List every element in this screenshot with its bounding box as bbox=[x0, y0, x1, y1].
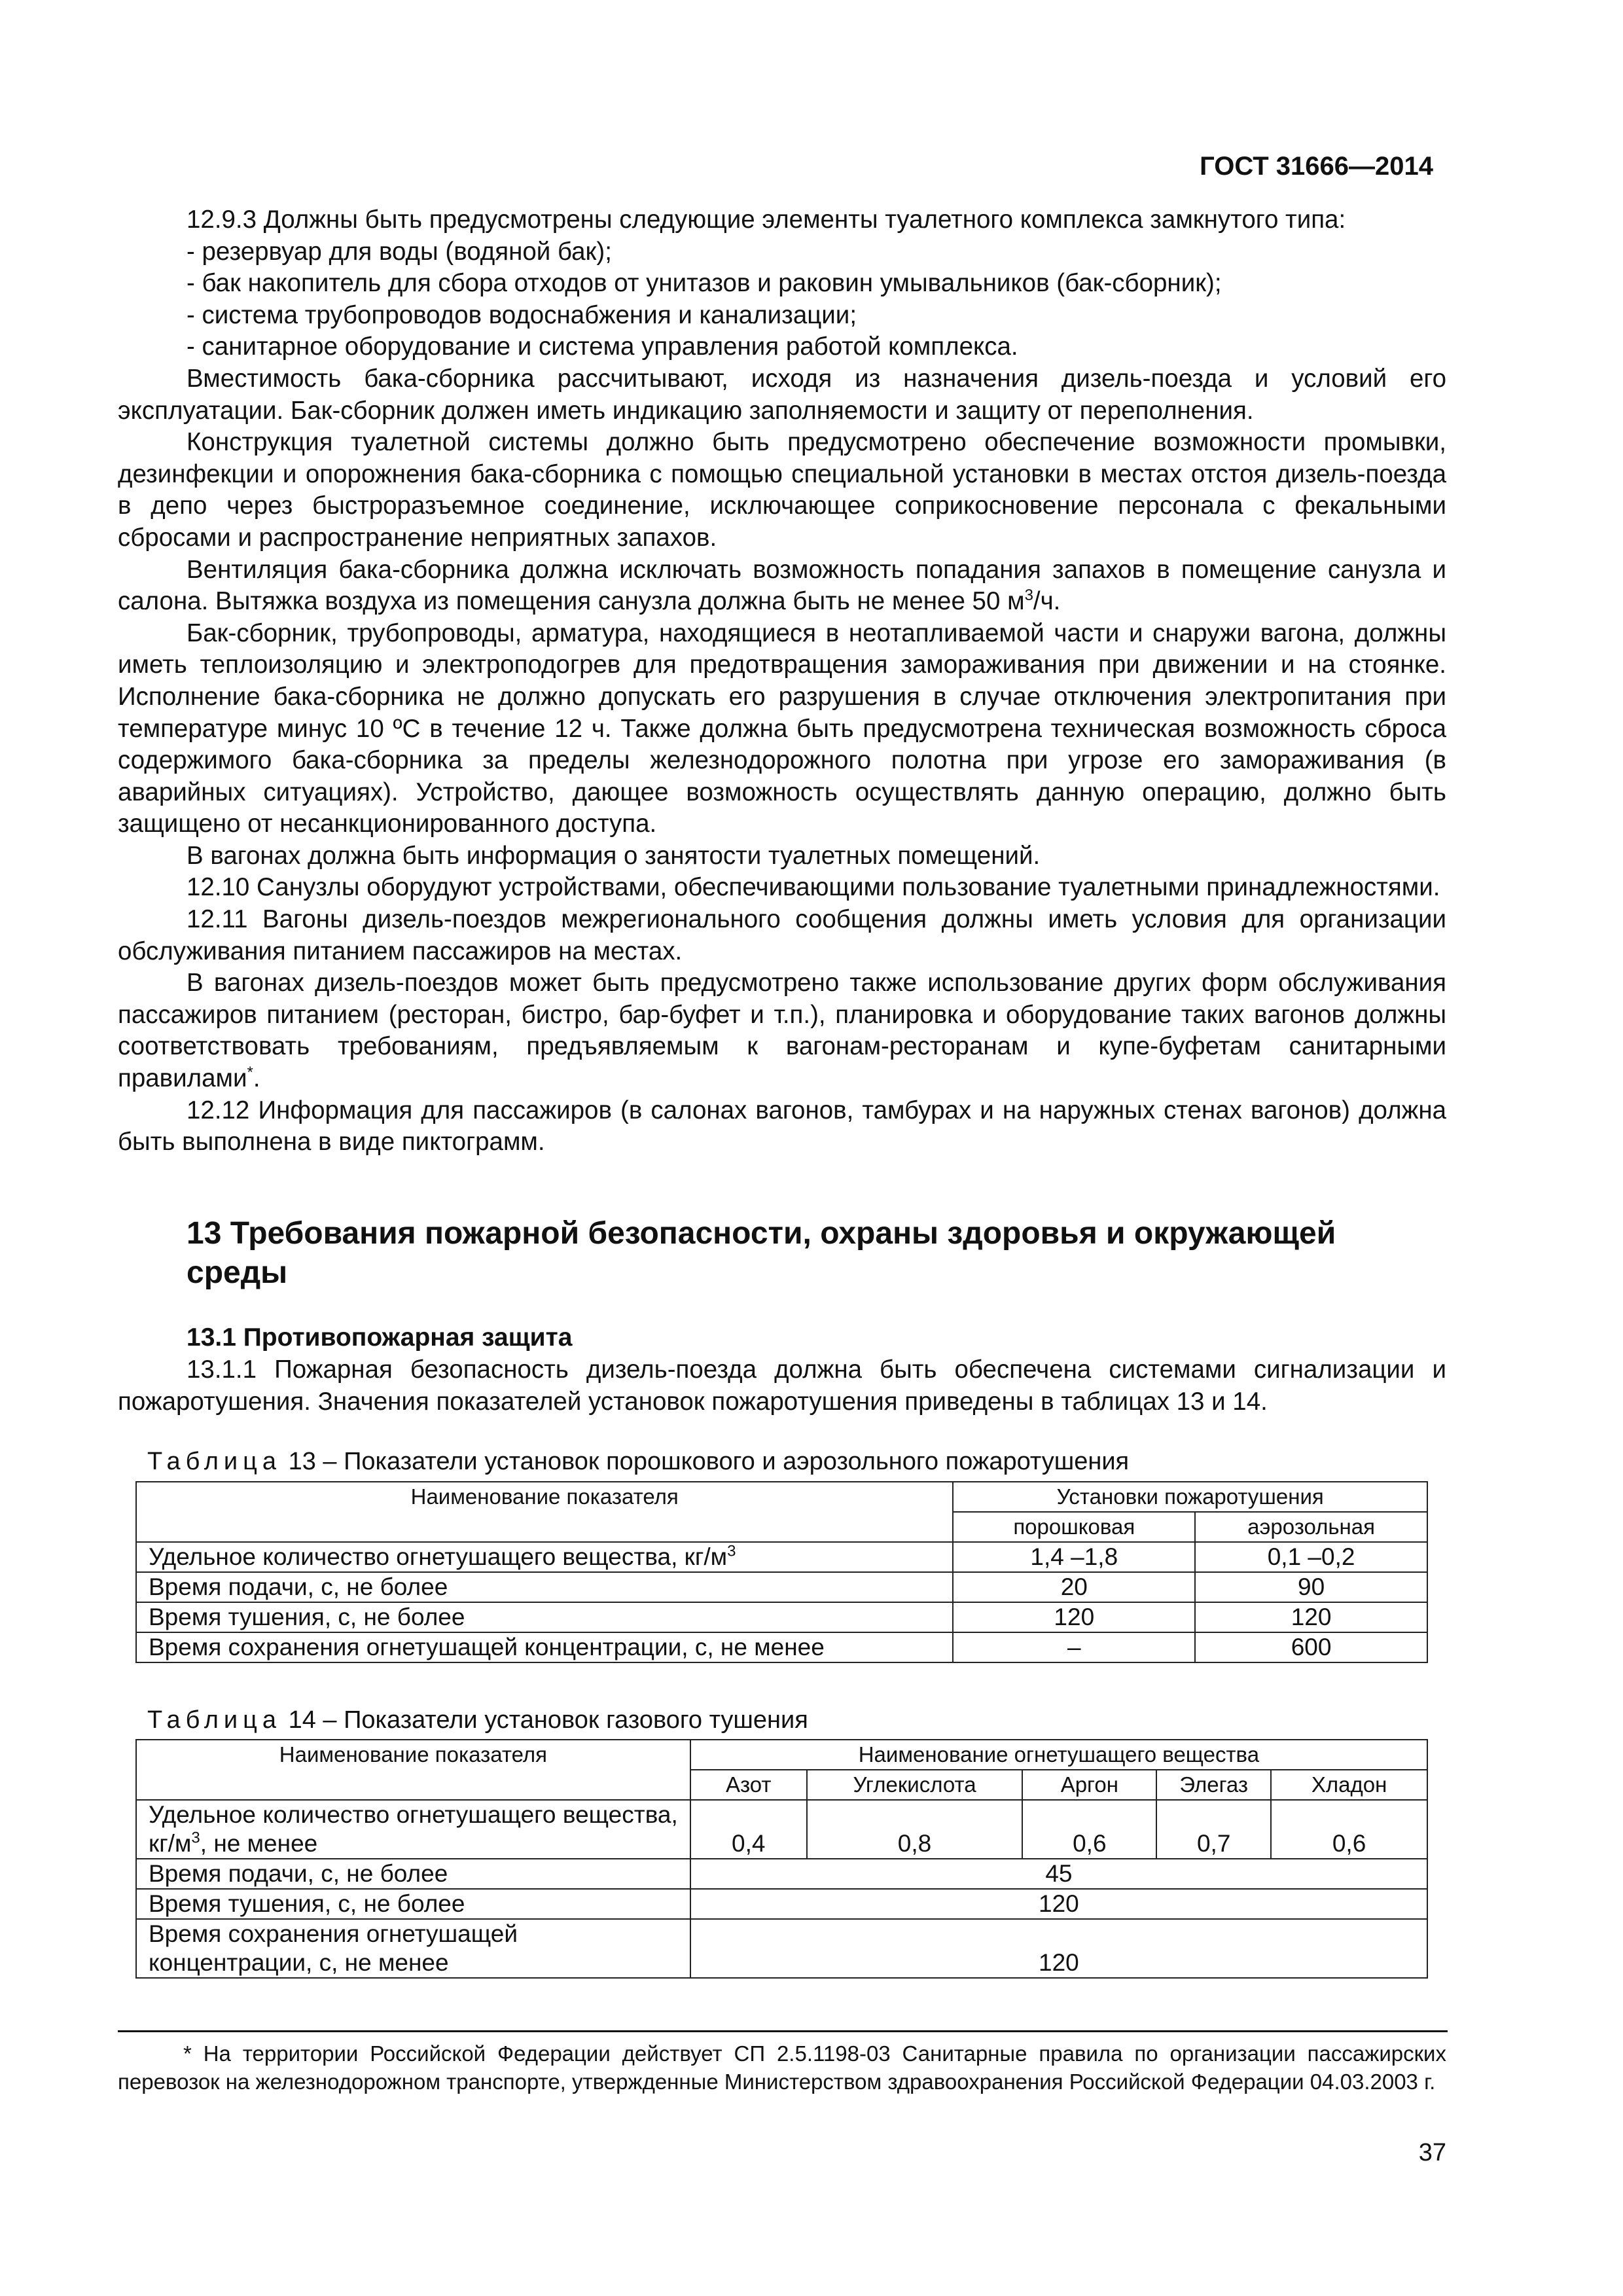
header-co2: Углекислота bbox=[807, 1770, 1023, 1800]
list-item: - резервуар для воды (водяной бак); bbox=[187, 237, 612, 266]
paragraph-ventilation bbox=[118, 554, 1446, 618]
paragraph: Бак-сборник, трубопроводы, арматура, находящиеся в неотапливаемой части и снаружи вагона, должны иметь теплоизоляцию и электроподогрев для предотвращения замораживания при движении и на стоянке. Исполнение бака-сборника не должно допускать его разрушения в случае отключения электропитания при температуре минус 10 ºC в течение 12 ч. Также должна быть предусмотрена техническая возможность сброса содержимого бака-сборника за пределы железнодорожного полотна при угрозе его замораживания (в аварийных ситуациях). Устройство, дающее возможность осуществлять данную операцию, должно быть защищено от несанкционированного доступа. bbox=[118, 619, 1446, 838]
cell-powder: – bbox=[953, 1632, 1195, 1662]
row-name: Время тушения, с, не более bbox=[136, 1602, 953, 1632]
header-nitrogen: Азот bbox=[690, 1770, 807, 1800]
table-row bbox=[136, 1859, 1427, 1889]
table-row bbox=[136, 1919, 1427, 1978]
paragraph-12-11: 12.11 Вагоны дизель-поездов межрегионального сообщения должны иметь условия для организации обслуживания питанием пассажиров на местах. bbox=[118, 905, 1446, 965]
table-row bbox=[136, 1889, 1427, 1919]
caption-word: Таблица bbox=[147, 1706, 281, 1734]
header-name: Наименование показателя bbox=[136, 1740, 690, 1800]
table13-caption bbox=[147, 1448, 1129, 1476]
row-name-text: Удельное количество огнетушащего вещества, кг/м bbox=[149, 1801, 678, 1857]
table14-caption bbox=[147, 1706, 808, 1734]
paragraph-12-9-3: 12.9.3 Должны быть предусмотрены следующие элементы туалетного комплекса замкнутого типа: bbox=[187, 206, 1346, 234]
row-name-tail: , не менее bbox=[200, 1830, 318, 1857]
paragraph-13-1-1: 13.1.1 Пожарная безопасность дизель-поезда должна быть обеспечена системами сигнализации и пожаротушения. Значения показателей установок пожаротушения приведены в таблицах 13 и 14. bbox=[118, 1355, 1446, 1416]
header-aerosol: аэрозольная bbox=[1195, 1512, 1427, 1542]
footnote: * На территории Российской Федерации действует СП 2.5.1198-03 Санитарные правила по организации пассажирских перевозок на железнодорожном транспорте, утвержденные Министерством здравоохранения Российской Федерации 04.03.2003 г. bbox=[118, 2041, 1446, 2094]
table-row bbox=[136, 1572, 1427, 1602]
table-row bbox=[136, 1602, 1427, 1632]
cell-value: 120 bbox=[690, 1889, 1427, 1919]
caption-word: Таблица bbox=[147, 1448, 281, 1475]
cell-aerosol: 0,1 –0,2 bbox=[1195, 1542, 1427, 1572]
cell-value: 120 bbox=[690, 1919, 1427, 1978]
cell-aerosol: 90 bbox=[1195, 1572, 1427, 1602]
cell-powder: 120 bbox=[953, 1602, 1195, 1632]
table-row bbox=[136, 1542, 1427, 1572]
row-name-text: Удельное количество огнетушащего вещества, кг/м bbox=[149, 1543, 728, 1570]
row-name: Время подачи, с, не более bbox=[136, 1572, 953, 1602]
body-text bbox=[118, 204, 1446, 1158]
list-item: - бак накопитель для сбора отходов от унитазов и раковин умывальников (бак-сборник); bbox=[187, 269, 1222, 298]
paragraph-text: В вагонах дизель-поездов может быть предусмотрено также использование других форм обслуживания пассажиров питанием (ресторан, бистро, бар-буфет и т.п.), планировка и оборудование таких вагонов должны соответствовать требованиям, предъявляемым к вагонам-ресторанам и купе-буфетам санитарными правилами bbox=[118, 969, 1446, 1093]
cell-aerosol: 600 bbox=[1195, 1632, 1427, 1662]
cell-nitrogen: 0,4 bbox=[690, 1800, 807, 1859]
cell-powder: 1,4 –1,8 bbox=[953, 1542, 1195, 1572]
paragraph: Конструкция туалетной системы должно быть предусмотрено обеспечение возможности промывки, дезинфекции и опорожнения бака-сборника с помощью специальной установки в местах отстоя дизель-поезда в депо через быстроразъемное соединение, исключающее соприкосновение персонала с фекальными сбросами и распространение неприятных запахов. bbox=[118, 428, 1446, 552]
header-group: Наименование огнетушащего вещества bbox=[690, 1740, 1427, 1770]
cell-elegas: 0,7 bbox=[1156, 1800, 1271, 1859]
unit-tail: /ч. bbox=[1033, 587, 1061, 616]
list-item: - санитарное оборудование и система управления работой комплекса. bbox=[187, 332, 1018, 361]
subsection-title: 13.1 Противопожарная защита bbox=[187, 1323, 573, 1352]
paragraph-catering bbox=[118, 967, 1446, 1094]
table-header-row bbox=[136, 1740, 1427, 1770]
punctuation: . bbox=[253, 1064, 260, 1093]
cell-argon: 0,6 bbox=[1022, 1800, 1156, 1859]
footnote-marker: * bbox=[247, 1064, 253, 1082]
cell-value: 45 bbox=[690, 1859, 1427, 1889]
table-row bbox=[136, 1800, 1427, 1859]
footnote-divider bbox=[118, 2030, 1448, 2032]
table-13 bbox=[135, 1481, 1428, 1663]
paragraph-12-10: 12.10 Санузлы оборудуют устройствами, обеспечивающими пользование туалетными принадлежностями. bbox=[187, 873, 1440, 902]
cell-aerosol: 120 bbox=[1195, 1602, 1427, 1632]
row-name: Время сохранения огнетушащей концентрации, с, не менее bbox=[136, 1632, 953, 1662]
paragraph-13-1-1-block bbox=[118, 1354, 1446, 1418]
cell-powder: 20 bbox=[953, 1572, 1195, 1602]
row-name: Время сохранения огнетушащей концентрации, с, не менее bbox=[136, 1919, 690, 1978]
superscript: 3 bbox=[1024, 586, 1033, 605]
header-freon: Хладон bbox=[1271, 1770, 1427, 1800]
header-name: Наименование показателя bbox=[136, 1482, 953, 1542]
header-elegas: Элегаз bbox=[1156, 1770, 1271, 1800]
row-name: Время подачи, с, не более bbox=[136, 1859, 690, 1889]
cell-freon: 0,6 bbox=[1271, 1800, 1427, 1859]
section-title: 13 Требования пожарной безопасности, охраны здоровья и окружающей среды bbox=[187, 1216, 1336, 1290]
table-row bbox=[136, 1632, 1427, 1662]
paragraph-12-12: 12.12 Информация для пассажиров (в салонах вагонов, тамбурах и на наружных стенах вагонов) должна быть выполнена в виде пиктограмм. bbox=[118, 1096, 1446, 1157]
row-name bbox=[136, 1542, 953, 1572]
superscript: 3 bbox=[191, 1829, 200, 1847]
document-header: ГОСТ 31666—2014 bbox=[1200, 152, 1433, 181]
row-name: Время тушения, с, не более bbox=[136, 1889, 690, 1919]
paragraph-text: Вентиляция бака-сборника должна исключать возможность попадания запахов в помещение санузла и салона. Вытяжка воздуха из помещения санузла должна быть не менее 50 м bbox=[118, 555, 1446, 616]
paragraph: Вместимость бака-сборника рассчитывают, исходя из назначения дизель-поезда и условий его эксплуатации. Бак-сборник должен иметь индикацию заполняемости и защиту от переполнения. bbox=[118, 364, 1446, 425]
superscript: 3 bbox=[727, 1542, 736, 1560]
caption-text: 14 – Показатели установок газового тушения bbox=[288, 1706, 808, 1734]
header-group: Установки пожаротушения bbox=[953, 1482, 1427, 1512]
header-powder: порошковая bbox=[953, 1512, 1195, 1542]
row-name bbox=[136, 1800, 690, 1859]
table-14 bbox=[135, 1739, 1428, 1979]
caption-text: 13 – Показатели установок порошкового и аэрозольного пожаротушения bbox=[288, 1448, 1130, 1475]
table-header-row bbox=[136, 1482, 1427, 1512]
list-item: - система трубопроводов водоснабжения и канализации; bbox=[187, 300, 857, 329]
header-argon: Аргон bbox=[1022, 1770, 1156, 1800]
paragraph: В вагонах должна быть информация о занятости туалетных помещений. bbox=[187, 841, 1041, 870]
page-number: 37 bbox=[1418, 2139, 1446, 2166]
cell-co2: 0,8 bbox=[807, 1800, 1023, 1859]
